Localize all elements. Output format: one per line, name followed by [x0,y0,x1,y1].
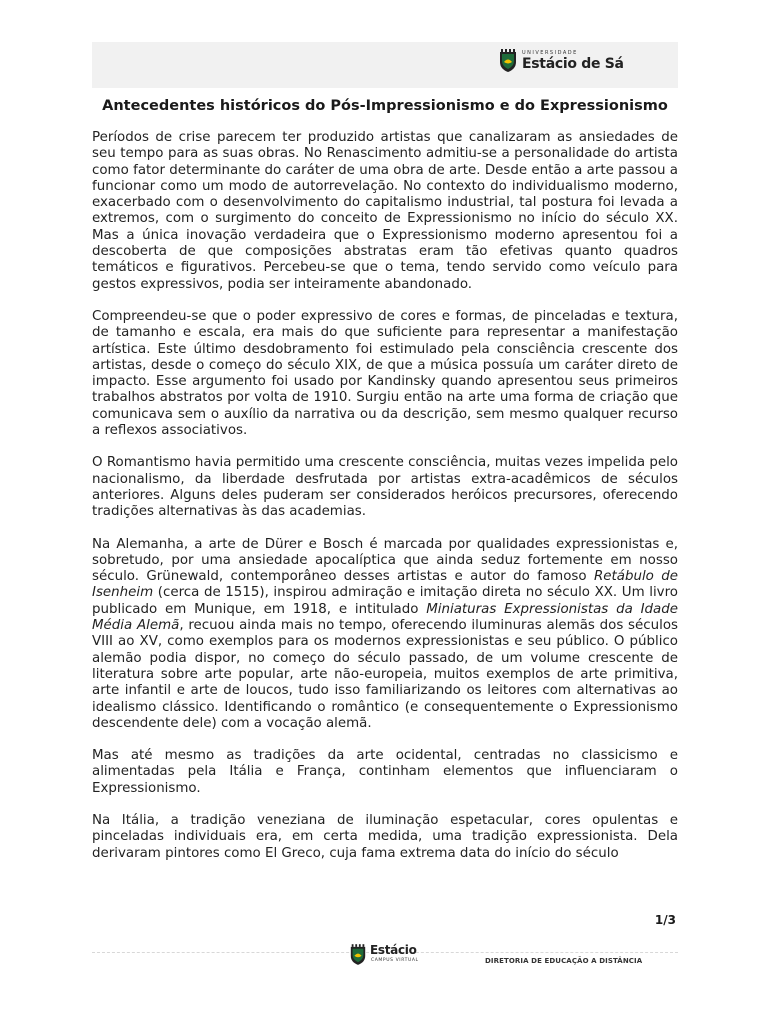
paragraph-5: Mas até mesmo as tradições da arte ocidental, centradas no classicismo e alimentadas pela Itália e França, continham elementos que influenciaram o Expressionismo. [92,748,678,796]
paragraph-3: O Romantismo havia permitido uma crescente consciência, muitas vezes impelida pelo nacionalismo, da liberdade desfrutada por artistas extra-acadêmicos de séculos anteriores. Alguns deles puderam ser considerados heróicos precursores, oferecendo tradições alternativas às das academias. [92,455,678,520]
estacio-seal-icon [349,944,367,966]
estacio-de-sa-logo [498,47,628,77]
logo-university-label: UNIVERSIDADE [522,50,578,56]
document-body [92,130,678,878]
document-title: Antecedentes históricos do Pós-Impressionismo e do Expressionismo [102,98,668,114]
italic-work-title: Retábulo de Isenheim [92,569,678,601]
footer-logo-brand: Estácio [370,943,417,957]
page-number: 1/3 [654,913,676,927]
footer-logo-subtitle: CAMPUS VIRTUAL [371,958,419,963]
estacio-campus-virtual-logo [349,942,419,972]
paragraph-2: Compreendeu-se que o poder expressivo de cores e formas, de pinceladas e textura, de tamanho e escala, era mais do que suficiente para representar a manifestação artística. Este último desdobramento foi estimulado pela consciência crescente dos artistas, desde o começo do século XIX, de que a música possuía um caráter direto de impacto. Esse argumento foi usado por Kandinsky quando apresentou seus primeiros trabalhos abstratos por volta de 1910. Surgiu então na arte uma forma de criação que comunicava sem o auxílio da narrativa ou da descrição, sem mesmo qualquer recurso a reflexos associativos. [92,308,678,439]
italic-book-title: Miniaturas Expressionistas da Idade Média Alemã [92,601,678,634]
paragraph-4: Na Alemanha, a arte de Dürer e Bosch é marcada por qualidades expressionistas e, sobretudo, por uma ansiedade apocalíptica que ainda seduz fortemente em nosso século. Grünewald, contemporâneo desses artistas e autor do famoso Retábulo de Isenheim (cerca de 1515), inspirou admiração e imitação direta no século XX. Um livro publicado em Munique, em 1918, e intitulado Miniaturas Expressionistas da Idade Média Alemã, recuou ainda mais no tempo, oferecendo iluminuras alemãs dos séculos VIII ao XV, como exemplos para os modernos expressionistas e seu público. O público alemão podia dispor, no começo do século passado, de um volume crescente de literatura sobre arte popular, arte não-europeia, muitos exemplos de arte primitiva, arte infantil e arte de loucos, tudo isso familiarizando os leitores com alternativas ao idealismo clássico. Identificando o romântico (e consequentemente o Expressionismo descendente dele) com a vocação alemã. [92,536,678,731]
estacio-seal-icon [498,49,518,73]
paragraph-6: Na Itália, a tradição veneziana de iluminação espetacular, cores opulentas e pinceladas individuais era, em certa medida, uma tradição expressionista. Dela derivaram pintores como El Greco, cuja fama extrema data do início do século [92,812,678,861]
paragraph-1: Períodos de crise parecem ter produzido artistas que canalizaram as ansiedades de seu tempo para as suas obras. No Renascimento admitiu-se a personalidade do artista como fator determinante do caráter de uma obra de arte. Desde então a arte passou a funcionar como um modo de autorrevelação. No contexto do individualismo moderno, exacerbado com o desenvolvimento do capitalismo industrial, tal postura foi levada a extremos, com o surgimento do conceito de Expressionismo no início do século XX. Mas a única inovação verdadeira que o Expressionismo moderno apresentou foi a descoberta de que composições abstratas eram tão efetivas quanto quadros temáticos e figurativos. Percebeu-se que o tema, tendo servido como veículo para gestos expressivos, podia ser inteiramente abandonado. [92,130,678,292]
logo-brand-name: Estácio de Sá [522,56,624,72]
footer-directorate: DIRETORIA DE EDUCAÇÃO A DISTÂNCIA [485,957,643,965]
